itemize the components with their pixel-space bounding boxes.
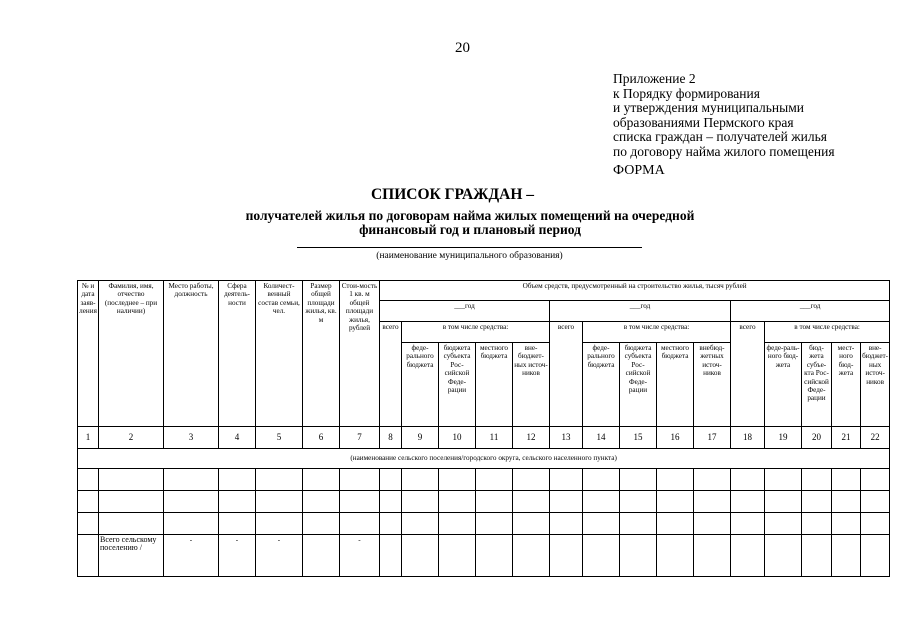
column-number: 4 — [219, 427, 256, 449]
header-total-3: всего — [731, 322, 765, 427]
appendix-line: к Порядку формирования — [613, 85, 760, 101]
column-number: 8 — [380, 427, 402, 449]
appendix-block — [613, 72, 835, 160]
header-federal-3: феде-раль-ного бюд-жета — [765, 343, 802, 427]
column-number: 10 — [439, 427, 476, 449]
header-federal-1: феде-рального бюджета — [402, 343, 439, 427]
header-including-2: в том числе средства: — [583, 322, 731, 343]
total-dash: - — [164, 535, 219, 577]
column-number: 18 — [731, 427, 765, 449]
table-row — [78, 513, 890, 535]
header-extrabudget-2: внебюд-жетных источ-ников — [694, 343, 731, 427]
column-number: 12 — [513, 427, 550, 449]
header-cost-per-sqm: Стои-мость 1 кв. м общей площади жилья, рублей — [340, 281, 380, 427]
header-year-3: ___год — [731, 301, 890, 322]
header-regional-2: бюджета субъекта Рос-сийской Феде-рации — [620, 343, 657, 427]
column-number: 19 — [765, 427, 802, 449]
header-local-2: местного бюджета — [657, 343, 694, 427]
municipality-caption: (наименование муниципального образования) — [376, 251, 563, 261]
column-number: 6 — [303, 427, 340, 449]
column-number: 5 — [256, 427, 303, 449]
header-year-2: ___год — [550, 301, 731, 322]
column-number: 21 — [832, 427, 861, 449]
document-title: СПИСОК ГРАЖДАН – — [370, 186, 535, 203]
header-extrabudget-1: вне-бюджет-ных источ-ников — [513, 343, 550, 427]
appendix-line: образованиями Пермского края — [613, 114, 794, 130]
subtitle-line: финансовый год и плановый период — [359, 222, 581, 237]
column-number: 20 — [802, 427, 832, 449]
header-local-3: мест-ного бюд-жета — [832, 343, 861, 427]
subtitle-line: получателей жилья по договорам найма жилых помещений на очередной — [245, 208, 695, 223]
column-number: 11 — [476, 427, 513, 449]
header-area: Размер общей площади жилья, кв. м — [303, 281, 340, 427]
header-funds: Объем средств, предусмотренный на строительство жилья, тысяч рублей — [380, 281, 890, 301]
total-row-label: Всего сельскому поселению / — [99, 535, 164, 577]
column-number: 22 — [861, 427, 890, 449]
header-total-2: всего — [550, 322, 583, 427]
header-workplace: Место работы, должность — [164, 281, 219, 427]
header-regional-3: бюд-жета субъе-кта Рос-сийской Феде-рации — [802, 343, 832, 427]
page-number: 20 — [455, 40, 470, 56]
header-family-size: Количест-венный состав семьи, чел. — [256, 281, 303, 427]
settlement-caption-row: (наименование сельского поселения/городского округа, сельского населенного пункта) — [78, 449, 890, 469]
column-number: 9 — [402, 427, 439, 449]
appendix-line: по договору найма жилого помещения — [613, 143, 835, 159]
total-dash: - — [340, 535, 380, 577]
appendix-line: списка граждан – получателей жилья — [613, 129, 827, 145]
column-number: 16 — [657, 427, 694, 449]
column-number: 7 — [340, 427, 380, 449]
column-number: 14 — [583, 427, 620, 449]
header-year-1: ___год — [380, 301, 550, 322]
appendix-line: Приложение 2 — [613, 71, 696, 86]
header-total-1: всего — [380, 322, 402, 427]
form-label: ФОРМА — [613, 163, 665, 178]
appendix-line: и утверждения муниципальными — [613, 100, 804, 116]
column-number: 3 — [164, 427, 219, 449]
table-row — [78, 491, 890, 513]
table-row — [78, 469, 890, 491]
total-dash: - — [256, 535, 303, 577]
total-row — [78, 535, 890, 577]
header-regional-1: бюджета субъекта Рос-сийской Феде-рации — [439, 343, 476, 427]
header-full-name: Фамилия, имя, отчество (последнее – при наличии) — [99, 281, 164, 427]
column-number: 13 — [550, 427, 583, 449]
column-number: 15 — [620, 427, 657, 449]
header-local-1: местного бюджета — [476, 343, 513, 427]
column-number: 1 — [78, 427, 99, 449]
column-number: 2 — [99, 427, 164, 449]
header-activity: Сфера деятель-ности — [219, 281, 256, 427]
header-including-3: в том числе средства: — [765, 322, 890, 343]
citizens-list-table — [77, 280, 890, 577]
header-number-date: № и дата заяв-ления — [78, 281, 99, 427]
header-federal-2: феде-рального бюджета — [583, 343, 620, 427]
header-including-1: в том числе средства: — [402, 322, 550, 343]
document-subtitle — [190, 209, 750, 237]
municipality-fill-line — [297, 247, 642, 248]
header-extrabudget-3: вне-бюджет-ных источ-ников — [861, 343, 890, 427]
column-number: 17 — [694, 427, 731, 449]
total-dash: - — [219, 535, 256, 577]
